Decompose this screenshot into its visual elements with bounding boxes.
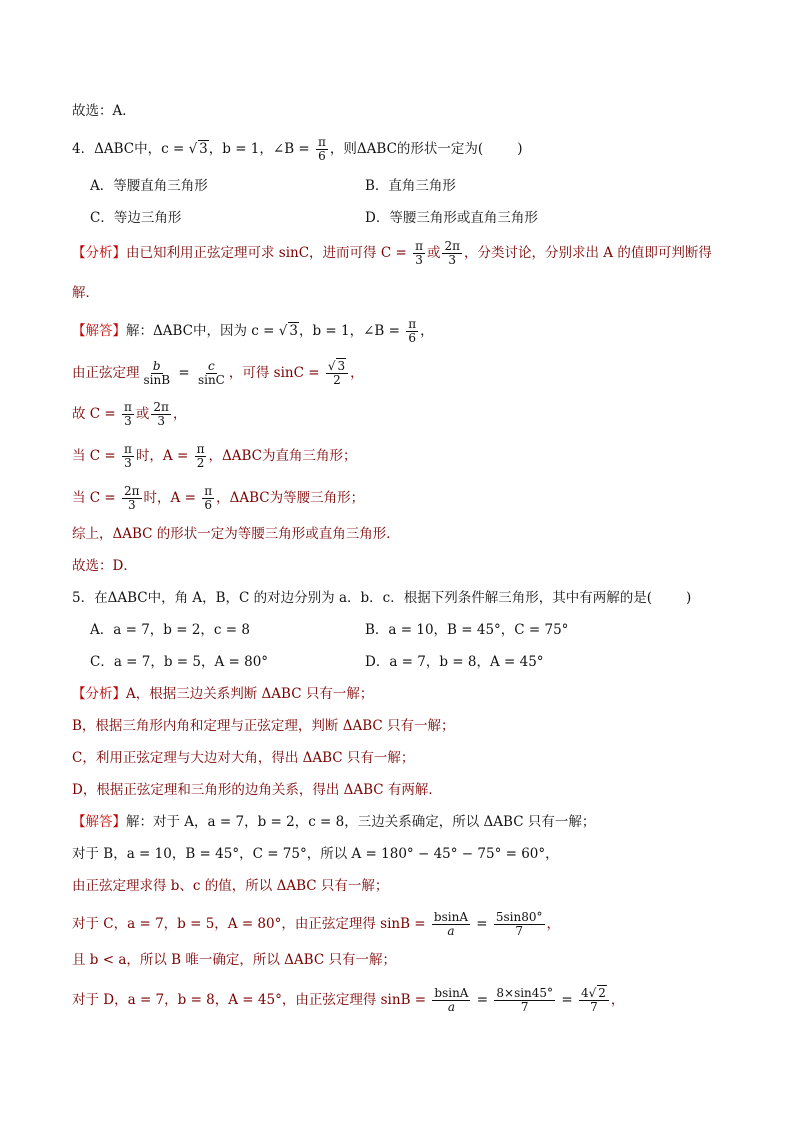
analysis-text-2: ，分类讨论，分别求出 A 的值即可判断得 xyxy=(464,245,712,261)
sqrt-3: 3 xyxy=(199,141,208,157)
solution-text-2: ，b = 1，∠B = xyxy=(298,323,405,339)
fraction-pi-6: $\frac{\pi}{6}$ xyxy=(408,317,417,345)
q4-solution-2 xyxy=(72,360,364,387)
q5-option-b: B．a = 10，B = 45°，C = 75° xyxy=(365,622,569,638)
when-text-3: ，ΔABC为等腰三角形； xyxy=(216,490,365,506)
analysis-text: 由已知利用正弦定理可求 sinC，进而可得 C = xyxy=(126,245,412,261)
solution-text-3: ， xyxy=(420,323,434,339)
fraction-2pi-3: $\frac{2\pi}{3}$ xyxy=(444,239,460,267)
fraction-5sin80-7: $\frac{5\sin 80^\circ}{7}$ xyxy=(495,910,543,938)
sqrt-sign: √ xyxy=(188,141,198,157)
q5-stem xyxy=(72,588,691,608)
solution-text: 对于 C，a = 7，b = 5，A = 80°，由正弦定理得 sinB = xyxy=(72,916,430,932)
q4-option-d: D．等腰三角形或直角三角形 xyxy=(365,210,538,226)
sqrt-3: 3 xyxy=(289,323,298,339)
fraction-pi-3: $\frac{\pi}{3}$ xyxy=(124,442,132,470)
q4-analysis-cont: 解． xyxy=(72,285,99,301)
q5-option-a: A．a = 7，b = 2，c = 8 xyxy=(90,622,250,638)
q4-solution-1 xyxy=(72,318,434,345)
comma: ， xyxy=(546,916,561,932)
fraction-bsinA-a: $\frac{bsinA}{a}$ xyxy=(434,986,469,1014)
fraction-pi-6: $\frac{\pi}{6}$ xyxy=(204,484,213,512)
law-text-2: ，可得 sinC = xyxy=(228,365,324,381)
q4-option-c: C．等边三角形 xyxy=(90,210,182,226)
fraction-pi-6: $\frac{\pi}{6}$ xyxy=(318,135,326,163)
q5-analysis-4: D，根据正弦定理和三角形的边角关系，得出 ΔABC 有两解． xyxy=(72,782,442,798)
q5-analysis-2: B，根据三角形内角和定理与正弦定理，判断 ΔABC 只有一解； xyxy=(72,718,455,734)
q4-solution-3 xyxy=(72,401,186,428)
fraction-sqrt3-2: $\frac{√ 3}{2}$ xyxy=(326,360,348,387)
q5-solution-5: 且 b < a，所以 B 唯一确定，所以 ΔABC 只有一解； xyxy=(72,952,396,968)
fraction-pi-2: $\frac{\pi}{2}$ xyxy=(196,442,205,470)
q4-option-b: B．直角三角形 xyxy=(365,178,456,194)
fraction-pi-3: $\frac{\pi}{3}$ xyxy=(415,239,423,267)
q5-analysis-3: C，利用正弦定理与大边对大角，得出 ΔABC 只有一解； xyxy=(72,750,415,766)
equals: = xyxy=(174,365,194,381)
fraction-8sin45-7: $\frac{8\times\sin 45^\circ}{7}$ xyxy=(496,986,554,1014)
fraction-2pi-3: $\frac{2\pi}{3}$ xyxy=(153,400,169,428)
q5-option-d: D．a = 7，b = 8，A = 45° xyxy=(365,654,544,670)
analysis-label: 【分析】 xyxy=(72,686,126,702)
q4-analysis xyxy=(72,240,712,267)
when-text-3: ，ΔABC为直角三角形； xyxy=(208,448,357,464)
law-text-3: ， xyxy=(350,365,364,381)
q4-stem-text-3: ，则ΔABC的形状一定为( xyxy=(329,141,484,157)
comma: ， xyxy=(610,992,625,1008)
law-text: 由正弦定理 xyxy=(72,365,140,381)
analysis-text: A，根据三边关系判断 ΔABC 只有一解； xyxy=(126,686,374,702)
q5-analysis-1 xyxy=(72,684,373,704)
q5-solution-6 xyxy=(72,987,624,1014)
solution-label: 【解答】 xyxy=(72,323,126,339)
previous-answer: 故选：A． xyxy=(72,103,136,119)
analysis-label: 【分析】 xyxy=(72,245,126,261)
solution-text: 解：ΔABC中，因为 c = xyxy=(126,323,279,339)
q4-stem-text: ΔABC中，c = xyxy=(94,141,189,157)
q5-solution-3: 由正弦定理求得 b、c 的值，所以 ΔABC 只有一解； xyxy=(72,878,389,894)
fraction-c-sinC: $\frac{c}{\sin C}$ xyxy=(197,359,225,387)
q5-stem-close: ) xyxy=(685,590,692,606)
fraction-4sqrt2-7: $\frac{4√ 2}{7}$ xyxy=(579,987,609,1014)
analysis-or: 或 xyxy=(426,245,441,261)
when-text: 当 C = xyxy=(72,448,121,464)
fraction-b-sinB: $\frac{b}{\sin B}$ xyxy=(143,359,171,387)
solution-text: 对于 D，a = 7，b = 8，A = 45°，由正弦定理得 sinB = xyxy=(72,992,431,1008)
sqrt-sign: √ xyxy=(278,323,288,339)
q4-choice: 故选：D． xyxy=(72,558,137,574)
q4-stem xyxy=(72,136,522,163)
fraction-pi-3: $\frac{\pi}{3}$ xyxy=(124,400,132,428)
so-comma: ， xyxy=(172,406,187,422)
equals: = xyxy=(472,992,493,1008)
fraction-2pi-3: $\frac{2\pi}{3}$ xyxy=(124,484,140,512)
or-text: 或 xyxy=(135,406,150,422)
q4-stem-close: ) xyxy=(517,141,523,157)
q5-option-c: C．a = 7，b = 5，A = 80° xyxy=(90,654,269,670)
when-text-2: 时，A = xyxy=(143,490,201,506)
when-text-2: 时，A = xyxy=(135,448,193,464)
equals: = xyxy=(557,992,577,1008)
so-text: 故 C = xyxy=(72,406,121,422)
q4-summary: 综上，ΔABC 的形状一定为等腰三角形或直角三角形． xyxy=(72,526,400,542)
q4-number: 4． xyxy=(72,141,95,157)
q4-solution-5 xyxy=(72,485,364,512)
q5-solution-1 xyxy=(72,812,595,832)
solution-text: 解：对于 A，a = 7，b = 2，c = 8，三边关系确定，所以 ΔABC 只有一解； xyxy=(126,814,596,830)
solution-label: 【解答】 xyxy=(72,814,126,830)
when-text: 当 C = xyxy=(72,490,121,506)
fraction-bsinA-a: $\frac{bsinA}{a}$ xyxy=(433,910,468,938)
q4-option-a: A．等腰直角三角形 xyxy=(90,178,208,194)
q5-stem-text: 5．在ΔABC中，角 A，B，C 的对边分别为 a．b．c．根据下列条件解三角形，其中有两解的是( xyxy=(72,590,652,606)
q4-solution-4 xyxy=(72,443,356,470)
q5-solution-4 xyxy=(72,911,560,938)
equals: = xyxy=(471,916,492,932)
q4-stem-text-2: ，b = 1，∠B = xyxy=(208,141,315,157)
q5-solution-2: 对于 B，a = 10，B = 45°，C = 75°，所以 A = 180° − 45° − 75° = 60°， xyxy=(72,846,559,862)
